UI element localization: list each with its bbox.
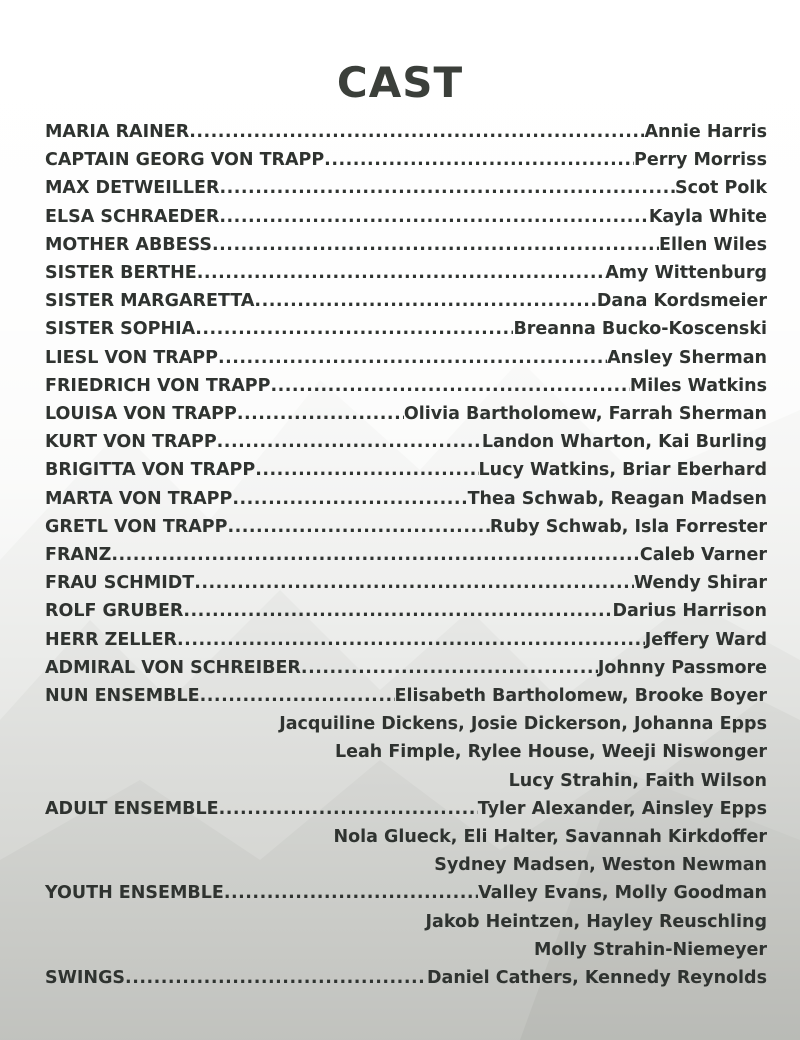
actor-names: Scot Polk <box>675 178 767 199</box>
role-name: KURT VON TRAPP <box>45 432 217 453</box>
dot-leader <box>217 432 482 452</box>
cast-row <box>45 883 767 911</box>
page-title: CAST <box>336 58 464 107</box>
actor-names: Olivia Bartholomew, Farrah Sherman <box>403 404 767 424</box>
actor-names: Ruby Schwab, Isla Forrester <box>489 516 767 537</box>
role-name: ADULT ENSEMBLE <box>45 798 219 819</box>
cast-row <box>45 799 767 827</box>
cast-row <box>45 263 767 291</box>
cast-row <box>45 404 767 432</box>
cast-row <box>45 545 767 573</box>
cast-row <box>45 630 767 658</box>
dot-leader <box>195 319 513 339</box>
cast-row <box>45 658 767 686</box>
actor-names: Amy Wittenburg <box>605 263 767 283</box>
actor-names: Perry Morriss <box>634 150 767 171</box>
dot-leader <box>197 263 606 283</box>
role-name: ADMIRAL VON SCHREIBER <box>45 657 301 678</box>
cast-row <box>45 432 767 460</box>
dot-leader <box>111 545 640 565</box>
cast-row <box>45 517 767 545</box>
role-name: SISTER BERTHE <box>45 263 197 283</box>
actor-names: Tyler Alexander, Ainsley Epps <box>477 798 767 819</box>
actor-names: Landon Wharton, Kai Burling <box>481 432 767 453</box>
actor-names: Daniel Cathers, Kennedy Reynolds <box>427 968 767 988</box>
actor-names: Ellen Wiles <box>659 234 767 255</box>
role-name: FRANZ <box>45 545 112 565</box>
role-name: MARTA VON TRAPP <box>45 488 233 509</box>
role-name: MOTHER ABBESS <box>45 234 212 255</box>
role-name: MARIA RAINER <box>45 122 190 142</box>
cast-row <box>45 686 767 714</box>
actor-names-continued: Leah Fimple, Rylee House, Weeji Niswonger <box>334 742 767 763</box>
dot-leader <box>218 348 607 368</box>
cast-row <box>45 122 767 150</box>
role-name: NUN ENSEMBLE <box>45 686 200 706</box>
cast-row <box>45 968 767 996</box>
role-name: BRIGITTA VON TRAPP <box>45 460 256 481</box>
actor-names: Caleb Varner <box>639 545 767 565</box>
role-name: YOUTH ENSEMBLE <box>45 883 224 904</box>
actor-names: Valley Evans, Molly Goodman <box>478 883 767 904</box>
cast-row <box>45 235 767 263</box>
cast-row <box>45 460 767 488</box>
cast-row <box>45 150 767 178</box>
actor-names: Thea Schwab, Reagan Madsen <box>467 488 767 509</box>
cast-row <box>45 207 767 235</box>
actor-names-continued: Jakob Heintzen, Hayley Reuschling <box>425 911 767 932</box>
dot-leader <box>324 150 634 170</box>
dot-leader <box>219 178 675 198</box>
cast-row <box>45 601 767 629</box>
dot-leader <box>270 376 629 396</box>
actor-names: Dana Kordsmeier <box>596 291 767 312</box>
role-name: CAPTAIN GEORG VON TRAPP <box>45 150 325 171</box>
cast-row <box>45 489 767 517</box>
actor-names: Lucy Watkins, Briar Eberhard <box>478 460 767 481</box>
actor-names-continued: Molly Strahin-Niemeyer <box>533 939 767 960</box>
cast-row <box>45 291 767 319</box>
role-name: GRETL VON TRAPP <box>45 516 228 537</box>
actor-names: Elisabeth Bartholomew, Brooke Boyer <box>394 686 767 706</box>
dot-leader <box>177 630 645 650</box>
dot-leader <box>219 799 478 819</box>
actor-names-continued: Nola Glueck, Eli Halter, Savannah Kirkdoffer <box>333 827 767 847</box>
dot-leader <box>194 573 634 593</box>
cast-row <box>45 376 767 404</box>
cast-row <box>45 573 767 601</box>
actor-names: Kayla White <box>648 206 767 227</box>
cast-row <box>45 178 767 206</box>
dot-leader <box>227 517 489 537</box>
actor-names-continued: Sydney Madsen, Weston Newman <box>434 855 767 876</box>
dot-leader <box>237 404 404 424</box>
actor-names: Johnny Passmore <box>597 657 767 678</box>
role-name: ROLF GRUBER <box>45 601 184 622</box>
dot-leader <box>254 291 596 311</box>
dot-leader <box>189 122 644 142</box>
cast-row <box>45 319 767 347</box>
dot-leader <box>212 235 659 255</box>
role-name: MAX DETWEILLER <box>45 178 220 199</box>
role-name: HERR ZELLER <box>45 629 178 650</box>
role-name: LIESL VON TRAPP <box>45 347 218 368</box>
role-name: ELSA SCHRAEDER <box>45 206 220 227</box>
role-name: FRIEDRICH VON TRAPP <box>45 375 271 396</box>
actor-names: Ansley Sherman <box>607 347 767 368</box>
dot-leader <box>224 883 478 903</box>
actor-names-continued: Lucy Strahin, Faith Wilson <box>508 770 767 791</box>
dot-leader <box>255 460 478 480</box>
cast-row <box>45 348 767 376</box>
dot-leader <box>301 658 598 678</box>
actor-names: Miles Watkins <box>629 375 767 396</box>
dot-leader <box>183 601 612 621</box>
actor-names: Darius Harrison <box>612 601 767 622</box>
actor-names: Breanna Bucko-Koscenski <box>513 319 767 340</box>
dot-leader <box>200 686 395 706</box>
role-name: FRAU SCHMIDT <box>45 573 195 594</box>
dot-leader <box>219 207 648 227</box>
dot-leader <box>232 489 467 509</box>
dot-leader <box>125 968 427 988</box>
role-name: LOUISA VON TRAPP <box>45 404 237 424</box>
actor-names-continued: Jacquiline Dickens, Josie Dickerson, Johanna Epps <box>279 714 767 735</box>
actor-names: Annie Harris <box>644 122 767 142</box>
actor-names: Jeffery Ward <box>644 629 767 650</box>
role-name: SISTER SOPHIA <box>45 319 196 340</box>
actor-names: Wendy Shirar <box>633 573 767 594</box>
role-name: SWINGS <box>45 968 126 988</box>
role-name: SISTER MARGARETTA <box>45 291 255 312</box>
